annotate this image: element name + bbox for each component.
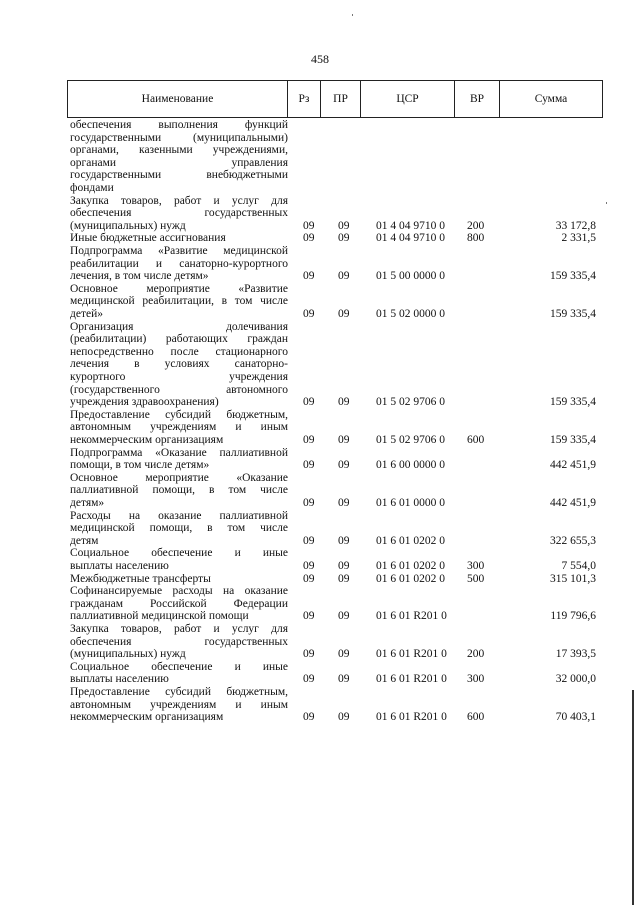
table-row [0,232,640,245]
row-pr: 09 [338,648,350,661]
row-rz: 09 [303,496,315,509]
row-name-line: Социальное обеспечение и иные [70,547,288,560]
row-sum: 33 172,8 [555,219,596,232]
table-row [0,585,640,623]
scan-speck [352,14,353,16]
table-row [0,409,640,447]
row-pr: 09 [338,459,350,472]
row-pr: 09 [338,396,350,409]
row-name-line: непосредственно после стационарного [70,345,288,358]
table-row [0,472,640,510]
row-rz: 09 [303,648,315,661]
row-sum: 159 335,4 [550,270,596,283]
row-name-line: Иные бюджетные ассигнования [70,232,226,245]
row-pr: 09 [338,559,350,572]
row-name-line: лечения в условиях санаторно- [70,358,288,371]
row-rz: 09 [303,559,315,572]
header-pr: ПР [321,81,361,117]
row-sum: 17 393,5 [555,648,596,661]
row-name [70,623,288,661]
table-row [0,547,640,572]
table-row [0,245,640,283]
row-rz: 09 [303,673,315,686]
row-rz: 09 [303,307,315,320]
row-name-line: Софинансируемые расходы на оказание [70,585,288,598]
row-name-line: Социальное обеспечение и иные [70,660,288,673]
table-row [0,573,640,586]
row-sum: 159 335,4 [550,307,596,320]
row-csr: 01 5 02 0000 0 [376,307,445,320]
row-name-line: выплаты населению [70,559,169,572]
row-csr: 01 4 04 9710 0 [376,232,445,245]
row-name-line: Основное мероприятие «Развитие [70,282,288,295]
row-rz: 09 [303,232,315,245]
row-name-line: органами, казенными учреждениями, [70,144,288,157]
row-rz: 09 [303,270,315,283]
row-name-line: обеспечения государственных [70,207,288,220]
row-rz: 09 [303,534,315,547]
row-pr: 09 [338,219,350,232]
row-rz: 09 [303,396,315,409]
row-sum: 159 335,4 [550,433,596,446]
row-rz: 09 [303,711,315,724]
row-vr: 200 [467,219,485,232]
row-sum: 32 000,0 [555,673,596,686]
row-name-line: паллиативной медицинской помощи [70,610,249,623]
row-pr: 09 [338,307,350,320]
row-name-line: Предоставление субсидий бюджетным, [70,685,288,698]
row-csr: 01 6 01 R201 0 [376,673,447,686]
row-name-line: государственными (муниципальными) [70,131,288,144]
row-name-line: медицинской реабилитации, в том числе [70,295,288,308]
row-name-line: помощи, в том числе детям» [70,459,210,472]
row-csr: 01 6 01 R201 0 [376,610,447,623]
row-csr: 01 5 00 0000 0 [376,270,445,283]
row-name-line: автономным учреждениям и иным [70,698,288,711]
table-row [0,447,640,472]
row-rz: 09 [303,219,315,232]
row-name [70,245,288,283]
row-name-line: гражданам Российской Федерации [70,597,288,610]
row-name-line: некоммерческим организациям [70,711,224,724]
scan-speck [606,202,607,204]
row-sum: 315 101,3 [550,572,596,585]
row-csr: 01 6 01 0202 0 [376,534,445,547]
row-csr: 01 6 01 0202 0 [376,572,445,585]
row-name-line: обеспечения государственных [70,635,288,648]
header-name: Наименование [68,81,288,117]
row-pr: 09 [338,610,350,623]
row-vr: 800 [467,232,485,245]
row-rz: 09 [303,610,315,623]
row-name-line: (муниципальных) нужд [70,219,186,232]
table-row [0,119,640,195]
row-name [70,547,288,572]
row-sum: 442 451,9 [550,459,596,472]
row-name [70,321,288,409]
row-csr: 01 6 01 R201 0 [376,648,447,661]
row-rz: 09 [303,459,315,472]
row-name-line: лечения, в том числе детям» [70,270,209,283]
table-row [0,195,640,233]
header-csr: ЦСР [361,81,455,117]
row-name-line: Закупка товаров, работ и услуг для [70,194,288,207]
row-csr: 01 6 01 0000 0 [376,496,445,509]
row-vr: 300 [467,673,485,686]
table-row [0,686,640,724]
row-sum: 322 655,3 [550,534,596,547]
page-number: 458 [311,52,329,66]
row-name-line: Основное мероприятие «Оказание [70,471,288,484]
row-name-line: органами управления [70,156,288,169]
row-name [70,409,288,447]
row-name [70,573,288,586]
row-sum: 70 403,1 [555,711,596,724]
row-pr: 09 [338,496,350,509]
row-name-line: (муниципальных) нужд [70,648,186,661]
row-name [70,472,288,510]
table-header [67,80,603,118]
header-rz: Рз [288,81,321,117]
table-row [0,321,640,409]
row-csr: 01 5 02 9706 0 [376,396,445,409]
row-vr: 600 [467,433,485,446]
row-name-line: государственными внебюджетными [70,169,288,182]
row-pr: 09 [338,270,350,283]
row-name-line: Подпрограмма «Оказание паллиативной [70,446,288,459]
row-name-line: медицинской помощи, в том числе [70,522,288,535]
row-csr: 01 5 02 9706 0 [376,433,445,446]
row-name-line: Закупка товаров, работ и услуг для [70,622,288,635]
row-name [70,686,288,724]
row-pr: 09 [338,572,350,585]
table-row [0,283,640,321]
row-pr: 09 [338,232,350,245]
table-row [0,661,640,686]
row-name-line: выплаты населению [70,673,169,686]
row-rz: 09 [303,433,315,446]
header-vr: ВР [455,81,500,117]
row-sum: 119 796,6 [550,610,596,623]
row-name [70,447,288,472]
row-name [70,283,288,321]
row-pr: 09 [338,673,350,686]
row-name-line: учреждения здравоохранения) [70,396,219,409]
table-row [0,510,640,548]
row-name-line: курортного учреждения [70,370,288,383]
row-name-line: реабилитации и санаторно-курортного [70,257,288,270]
row-name [70,661,288,686]
row-name-line: (реабилитации) работающих граждан [70,333,288,346]
row-name-line: фондами [70,181,114,194]
row-name-line: Подпрограмма «Развитие медицинской [70,244,288,257]
row-sum: 2 331,5 [561,232,596,245]
row-name [70,195,288,233]
row-pr: 09 [338,534,350,547]
row-name-line: (государственного автономного [70,383,288,396]
row-vr: 600 [467,711,485,724]
row-name-line: Организация долечивания [70,320,288,333]
row-name-line: паллиативной помощи, в том числе [70,484,288,497]
row-sum: 442 451,9 [550,496,596,509]
row-vr: 500 [467,572,485,585]
row-sum: 7 554,0 [561,559,596,572]
row-vr: 200 [467,648,485,661]
table-row [0,623,640,661]
row-name-line: обеспечения выполнения функций [70,119,288,131]
row-csr: 01 6 00 0000 0 [376,459,445,472]
row-name [70,510,288,548]
row-sum: 159 335,4 [550,396,596,409]
row-name-line: Межбюджетные трансферты [70,572,211,585]
scan-edge-line [632,690,634,905]
row-name-line: детей» [70,307,103,320]
row-name-line: детям» [70,496,105,509]
row-name-line: детям [70,534,99,547]
table-body [0,119,640,724]
row-name-line: Предоставление субсидий бюджетным, [70,408,288,421]
row-pr: 09 [338,711,350,724]
row-name [70,232,288,245]
row-csr: 01 6 01 R201 0 [376,711,447,724]
row-vr: 300 [467,559,485,572]
row-name-line: некоммерческим организациям [70,433,224,446]
row-csr: 01 6 01 0202 0 [376,559,445,572]
row-rz: 09 [303,572,315,585]
row-name-line: автономным учреждениям и иным [70,421,288,434]
row-name [70,585,288,623]
row-csr: 01 4 04 9710 0 [376,219,445,232]
row-name-line: Расходы на оказание паллиативной [70,509,288,522]
row-pr: 09 [338,433,350,446]
header-sum: Сумма [534,93,568,105]
row-name [70,119,288,195]
